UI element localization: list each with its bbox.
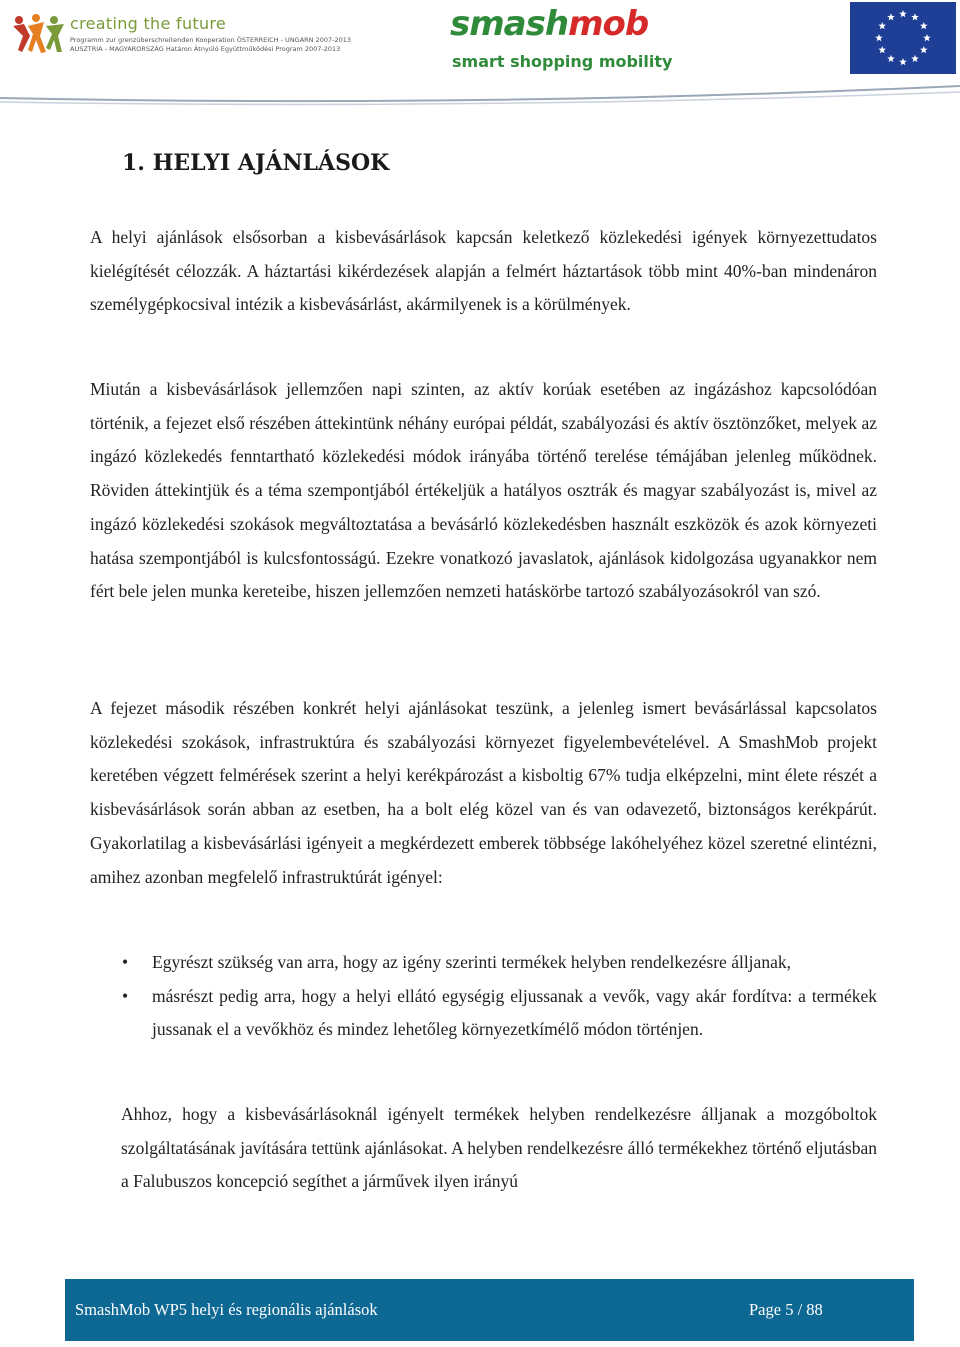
paragraph-3: A fejezet második részében konkrét helyi ajánlásokat teszünk, a jelenleg ismert bevásárlással kapcsolatos közlekedési szokások, infrastruktúra és szabályozási környezet figyelembevételével. A SmashMob projekt keretében végzett felmérések szerint a helyi kerékpározást a kisboltig 67% tudja elképzelni, mint élete részét a kisbevásárlások során abban az esetben, ha a bolt elég közel van és van odavezető, biztonságos kerékpárút. Gyakorlatilag a kisbevásárlási igényeit a megkérdezett emberek többsége lakóhelyéhez közel szeretné elintézni, amihez azonban megfelelő infrastruktúrát igényel: — [90, 698, 877, 887]
eu-flag-icon — [850, 2, 956, 74]
eu-star — [920, 46, 928, 53]
people-figures-icon — [10, 12, 68, 56]
bullet-icon: • — [122, 952, 129, 972]
eu-star — [887, 55, 895, 62]
list-item — [90, 946, 877, 980]
eu-star — [923, 34, 931, 41]
ctf-program-line-2: AUSZTRIA - MAGYARORSZÁG Határon Átnyúló Együttműködési Program 2007-2013 — [70, 45, 341, 53]
smashmob-logo — [450, 4, 673, 76]
ctf-program-line-1: Programm zur grenzüberschreitenden Kooperation ÖSTERREICH - UNGARN 2007-2013 — [70, 36, 352, 44]
eu-stars — [850, 2, 956, 74]
paragraph-1: A helyi ajánlások elsősorban a kisbevásárlások kapcsán keletkező közlekedési igények környezettudatos kielégítését célozzák. A háztartási kikérdezések alapján a felmért háztartások több mint 40%-ban mindenáron személygépkocsival intézik a kisbevásárlást, akármilyenek is a körülmények. — [90, 227, 877, 315]
eu-star — [920, 22, 928, 29]
wordmark-smash: smash — [450, 4, 569, 44]
eu-star — [899, 58, 907, 65]
footer-document-title: SmashMob WP5 helyi és regionális ajánlások — [75, 1300, 378, 1319]
ctf-title: creating the future — [70, 14, 227, 33]
paragraph-2: Miután a kisbevásárlások jellemzően napi szinten, az aktív korúak esetében az ingázáshoz kapcsolódóan történik, a fejezet első részében áttekintünk néhány európai példát, szabályozási és aktív ösztönzőket, melyek az ingázó közlekedés fenntartható közlekedési módok irányába történő terelése témájában jelenleg működnek. Röviden áttekintjük és a téma szempontjából értékeljük a hatályos osztrák és magyar szabályozást is, mivel az ingázó közlekedési szokások megváltoztatása a bevásárló közlekedésben használt eszközök és azok környezeti hatása szempontjából is kulcsfontosságú. Ezekre vonatkozó javaslatok, ajánlások kidolgozása ugyanakkor nem fért bele jelen munka kereteibe, hiszen jellemzően nemzeti hatáskörbe tartozó szabályozásokról van szó. — [90, 379, 877, 602]
list-item-text: Egyrészt szükség van arra, hogy az igény szerinti termékek helyben rendelkezésre álljanak, — [152, 952, 791, 972]
wordmark-mob: mob — [568, 4, 649, 44]
paragraph-4: Ahhoz, hogy a kisbevásárlásoknál igényelt termékek helyben rendelkezésre álljanak a mozgóboltok szolgáltatásának javítására tettünk ajánlásokat. A helyben rendelkezésre álló termékekhez történő eljutásban a Falubuszos koncepció segíthet a járművek ilyen irányú — [121, 1104, 877, 1192]
smashmob-wordmark — [450, 4, 648, 44]
smashmob-tagline: smart shopping mobility — [452, 52, 673, 71]
list-item — [90, 980, 877, 1047]
footer-page-number: Page 5 / 88 — [749, 1300, 823, 1319]
bullet-icon: • — [122, 985, 129, 1006]
eu-star — [875, 34, 883, 41]
eu-star — [887, 13, 895, 20]
eu-star — [911, 13, 919, 20]
eu-star — [878, 46, 886, 53]
eu-star — [899, 10, 907, 17]
header-divider-curve — [0, 78, 960, 108]
page-header — [0, 0, 960, 108]
page-footer — [65, 1279, 914, 1341]
eu-star — [911, 55, 919, 62]
eu-star — [878, 22, 886, 29]
list-item-text: másrészt pedig arra, hogy a helyi ellátó egységig eljussanak a vevők, vagy akár fordítva: a termékek jussanak el a vevőkhöz és mindez lehetőleg környezetkímélő módon történjen. — [152, 985, 877, 1040]
section-heading: 1. HELYI AJÁNLÁSOK — [122, 150, 390, 176]
bullet-list — [90, 946, 877, 1047]
creating-the-future-logo — [10, 12, 352, 72]
